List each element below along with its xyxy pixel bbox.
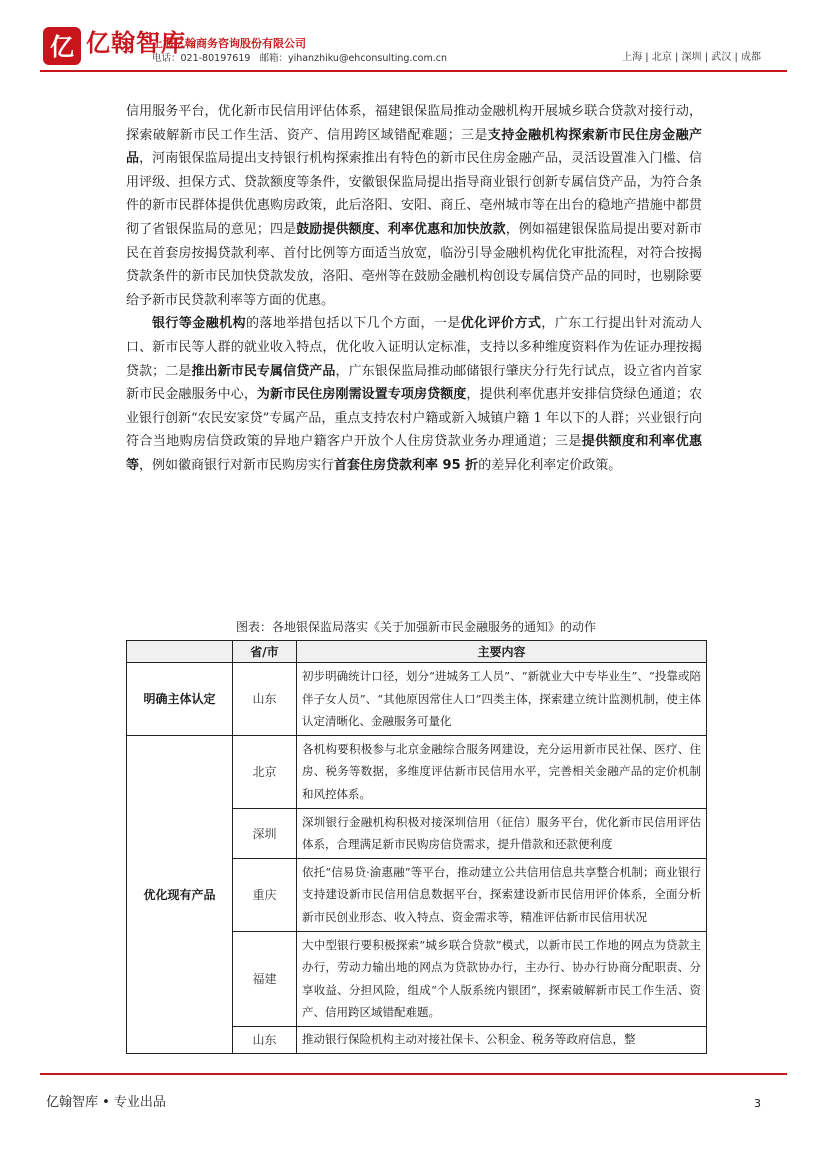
paragraph-1 (126, 100, 702, 312)
header-divider (40, 70, 787, 72)
content-cell: 依托“信易贷·渝惠融”等平台，推动建立公共信用信息共享整合机制；商业银行支持建设新市民信用信息数据平台，探索建设新市民信用评价体系，全面分析新市民创业形态、收入特点、资金需求等，精准评估新市民信用状况 (297, 858, 707, 931)
text-run: ，河南银保监局提出支持银行机构探索推出有特色的新市民住房金融产品，灵活设置准入门槛、信用评级、担保方式、贷款额度等条件，安徽银保监局提出指导商业银行创新专属信贷产品，为符合条件的新市民群体提供优惠购房政策，此后洛阳、安阳、商丘、亳州城市等在出台的稳地产措施中都贯彻了省银保监局的意见；四是 (126, 151, 702, 237)
text-run: ，广东工行提出针对流动人口、新市民等人群的就业收入特点，优化收入证明认定标准，支持以多种维度资料作为佐证办理按揭贷款；二是 (126, 316, 702, 379)
content-cell: 初步明确统计口径，划分“进城务工人员”、“新就业大中专毕业生”、“投靠或陪伴子女人员”、“其他原因常住人口”四类主体，探索建立统计监测机制，使主体认定清晰化、金融服务可量化 (297, 663, 707, 736)
emphasis-text: 首套住房贷款利率 95 折 (334, 457, 479, 473)
text-run: 的落地举措包括以下几个方面，一是 (245, 316, 461, 332)
header-province: 省/市 (233, 641, 297, 663)
text-run: ，例如福建银保监局提出要对新市民在首套房按揭贷款利率、首付比例等方面适当放宽，临汾引导金融机构优化审批流程，对符合按揭贷款条件的新市民加快贷款发放，洛阳、亳州等在鼓励金融机构创设专属信贷产品的同时，也剔除要给予新市民贷款利率等方面的优惠。 (126, 221, 702, 308)
content-cell: 各机构要积极参与北京金融综合服务网建设，充分运用新市民社保、医疗、住房、税务等数据，多维度评估新市民信用水平，完善相关金融产品的定价机制和风控体系。 (297, 735, 707, 808)
footer-brand: 亿翰智库 • 专业出品 (46, 1095, 166, 1110)
email: 邮箱：yihanzhiku@ehconsulting.com.cn (259, 53, 447, 64)
category-cell: 明确主体认定 (127, 663, 233, 736)
page-header (0, 0, 827, 74)
phone: 电话：021-80197619 (152, 53, 251, 64)
emphasis-text: 支持金融机构探索新市民住房金融产品 (126, 127, 702, 167)
company-name: 上海亿翰商务咨询股份有限公司 (152, 37, 306, 50)
svg-text:亿: 亿 (50, 33, 74, 61)
policy-table (126, 640, 707, 1054)
logo-icon (42, 26, 82, 66)
text-run: ，提供利率优惠并安排信贷绿色通道；农业银行创新“农民安家贷”专属产品，重点支持农村户籍或新入城镇户籍 1 年以下的人群；兴业银行向符合当地购房信贷政策的异地户籍客户开放个人住房贷款业务办理通道；三是 (126, 387, 702, 450)
province-cell: 山东 (233, 1026, 297, 1053)
header-category (127, 641, 233, 663)
paragraph-2 (126, 312, 702, 477)
article-body (126, 100, 702, 478)
table-caption: 图表：各地银保监局落实《关于加强新市民金融服务的通知》的动作 (235, 620, 596, 634)
emphasis-text: 鼓励提供额度、利率优惠和加快放款 (296, 221, 506, 237)
header-content: 主要内容 (297, 641, 707, 663)
office-cities: 上海 | 北京 | 深圳 | 武汉 | 成都 (622, 52, 761, 63)
province-cell: 福建 (233, 931, 297, 1026)
emphasis-text: 银行等金融机构 (152, 316, 246, 332)
page-number: 3 (754, 1097, 761, 1110)
emphasis-text: 优化评价方式 (460, 316, 542, 332)
footer-divider (40, 1073, 787, 1075)
emphasis-text: 提供额度和利率优惠等 (126, 434, 702, 473)
table-row (127, 663, 707, 736)
province-cell: 重庆 (233, 858, 297, 931)
emphasis-text: 为新市民住房刚需设置专项房贷额度 (256, 387, 467, 403)
text-run: 信用服务平台，优化新市民信用评估体系，福建银保监局推动金融机构开展城乡联合贷款对接行动，探索破解新市民工作生活、资产、信用跨区域错配难题；三是 (126, 104, 702, 143)
category-cell: 优化现有产品 (127, 735, 233, 1053)
province-cell: 深圳 (233, 808, 297, 858)
content-cell: 推动银行保险机构主动对接社保卡、公积金、税务等政府信息，整 (297, 1026, 707, 1053)
contact-line (152, 52, 453, 65)
content-cell: 深圳银行金融机构积极对接深圳信用（征信）服务平台，优化新市民信用评估体系，合理满足新市民购房信贷需求，提升借款和还款便利度 (297, 808, 707, 858)
text-run: ，广东银保监局推动邮储银行肇庆分行先行试点，设立省内首家新市民金融服务中心， (126, 363, 702, 403)
text-run: ，例如徽商银行对新市民购房实行 (139, 457, 335, 473)
content-cell: 大中型银行要积极探索“城乡联合贷款”模式，以新市民工作地的网点为贷款主办行，劳动力输出地的网点为贷款协办行，主办行、协办行协商分配职责、分享收益、分担风险，组成“个人版系统内银团”，探索破解新市民工作生活、资产、信用跨区域错配难题。 (297, 931, 707, 1026)
logo-text: 亿翰智库 (86, 29, 186, 57)
province-cell: 北京 (233, 735, 297, 808)
province-cell: 山东 (233, 663, 297, 736)
emphasis-text: 推出新市民专属信贷产品 (191, 363, 336, 379)
text-run: 的差异化利率定价政策。 (478, 457, 622, 473)
table-row (127, 735, 707, 808)
table-header-row (127, 641, 707, 663)
